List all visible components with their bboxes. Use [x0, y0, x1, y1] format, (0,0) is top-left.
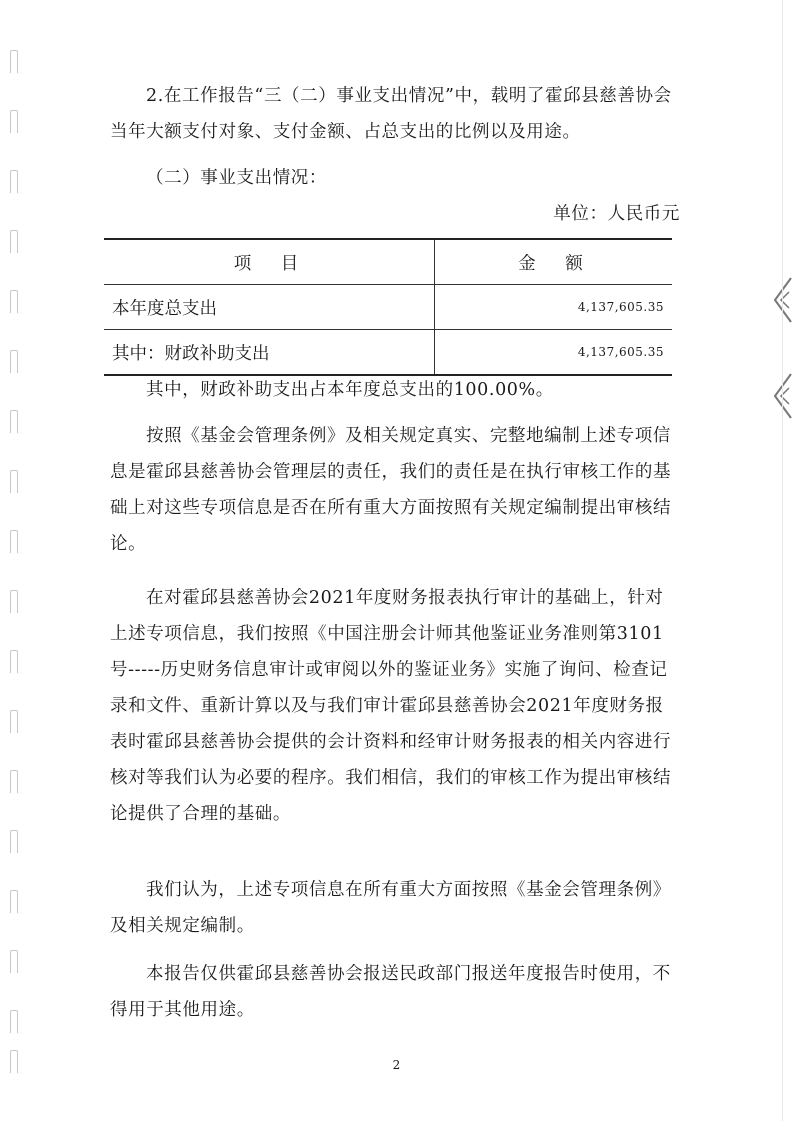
paragraph-item-2: 2.在工作报告“三（二）事业支出情况”中，载明了霍邱县慈善协会当年大额支付对象、支付金额、占总支出的比例以及用途。 [110, 86, 672, 142]
paragraph-conclusion: 我们认为，上述专项信息在所有重大方面按照《基金会管理条例》及相关规定编制。 [110, 880, 671, 936]
table-header-row [104, 239, 672, 285]
expenditure-table [104, 238, 672, 376]
table-row [104, 285, 672, 330]
table-row [104, 330, 672, 376]
unit-label: 单位：人民币元 [553, 204, 680, 224]
binding-hole-marks [4, 40, 24, 1090]
row-label: 其中：财政补助支出 [104, 330, 435, 376]
paragraph-procedures: 在对霍邱县慈善协会2021年度财务报表执行审计的基础上，针对上述专项信息，我们按照《中国注册会计师其他鉴证业务准则第3101号-----历史财务信息审计或审阅以外的鉴证业务》实施了询问、检查记录和文件、重新计算以及与我们审计霍邱县慈善协会2021年度财务报表时霍邱县慈善协会提供的会计资料和经审计财务报表的相关内容进行核对等我们认为必要的程序。我们相信，我们的审核工作为提出审核结论提供了合理的基础。 [110, 588, 672, 824]
row-amount: 4,137,605.35 [435, 285, 673, 330]
section-heading: （二）事业支出情况： [146, 168, 327, 188]
paragraph-usage: 本报告仅供霍邱县慈善协会报送民政部门报送年度报告时使用，不得用于其他用途。 [110, 964, 671, 1020]
page-edge-line [782, 0, 783, 1121]
paragraph-responsibility: 按照《基金会管理条例》及相关规定真实、完整地编制上述专项信息是霍邱县慈善协会管理层的责任，我们的责任是在执行审核工作的基础上对这些专项信息是否在所有重大方面按照有关规定编制提出审核结论。 [110, 426, 672, 554]
page-number: 2 [392, 1058, 401, 1072]
row-amount: 4,137,605.35 [435, 330, 673, 376]
header-item: 项 目 [104, 239, 435, 285]
paragraph-ratio: 其中，财政补助支出占本年度总支出的100.00%。 [146, 380, 554, 400]
row-label: 本年度总支出 [104, 285, 435, 330]
seal-fragment [767, 270, 793, 430]
header-amount: 金 额 [435, 239, 673, 285]
